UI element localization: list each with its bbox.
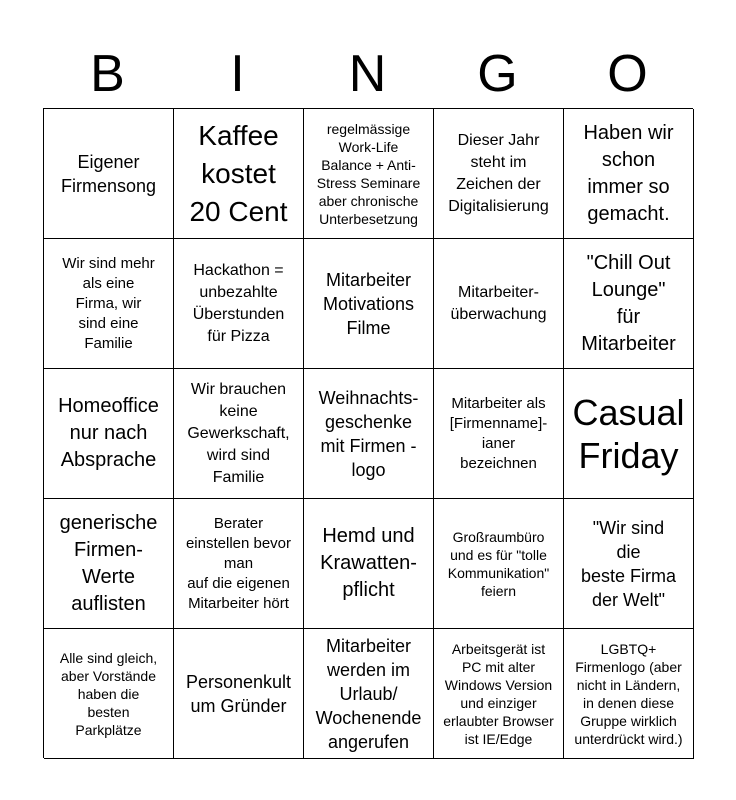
- bingo-cell[interactable]: [564, 499, 694, 629]
- bingo-cell-text: regelmässige Work-Life Balance + Anti- Stress Seminare aber chronische Unterbesetzung: [316, 120, 421, 227]
- bingo-cell[interactable]: [174, 109, 304, 239]
- bingo-cell[interactable]: [174, 499, 304, 629]
- bingo-cell-text: Casual Friday: [572, 391, 685, 476]
- bingo-cell-text: Dieser Jahr steht im Zeichen der Digitalisierung: [448, 131, 549, 215]
- bingo-cell-text: LGBTQ+ Firmenlogo (aber nicht in Ländern, in denen diese Gruppe wirklich unterdrückt wird.): [574, 640, 683, 747]
- bingo-cell-text: Großraumbüro und es für "tolle Kommunikation" feiern: [447, 528, 550, 599]
- bingo-cell[interactable]: [304, 629, 434, 759]
- bingo-cell[interactable]: [564, 109, 694, 239]
- bingo-cell-text: Mitarbeiter Motivations Filme: [322, 269, 415, 338]
- bingo-cell[interactable]: [434, 369, 564, 499]
- bingo-cell[interactable]: [174, 629, 304, 759]
- bingo-cell-text: Mitarbeiter- überwachung: [450, 283, 547, 323]
- bingo-cell-text: Kaffee kostet 20 Cent: [189, 119, 288, 227]
- bingo-cell-text: generische Firmen- Werte auflisten: [59, 511, 158, 615]
- bingo-cell-text: Hackathon = unbezahlte Überstunden für Pizza: [192, 261, 285, 345]
- header-letter-o: O: [607, 45, 649, 103]
- bingo-cell-text: Hemd und Krawatten- pflicht: [320, 525, 417, 601]
- bingo-cell[interactable]: [44, 109, 174, 239]
- bingo-cell-text: "Wir sind die beste Firma der Welt": [580, 517, 677, 610]
- bingo-cell[interactable]: [44, 369, 174, 499]
- bingo-cell-text: Wir sind mehr als eine Firma, wir sind eine Familie: [62, 254, 155, 352]
- bingo-cell[interactable]: [564, 629, 694, 759]
- bingo-cell-text: Haben wir schon immer so gemacht.: [583, 121, 674, 225]
- bingo-cell-text: Personenkult um Gründer: [185, 671, 292, 716]
- bingo-cell[interactable]: [44, 629, 174, 759]
- bingo-cell[interactable]: [174, 239, 304, 369]
- bingo-cell-text: Mitarbeiter als [Firmenname]- ianer bezeichnen: [449, 394, 548, 472]
- bingo-card-grid: [43, 108, 693, 758]
- bingo-cell-text: Mitarbeiter werden im Urlaub/ Wochenende angerufen: [315, 635, 422, 752]
- bingo-cell[interactable]: [434, 629, 564, 759]
- bingo-cell-text: Wir brauchen keine Gewerkschaft, wird sind Familie: [187, 380, 290, 486]
- bingo-cell[interactable]: [44, 499, 174, 629]
- bingo-cell-text: Berater einstellen bevor man auf die eigenen Mitarbeiter hört: [185, 514, 292, 612]
- bingo-cell[interactable]: [564, 239, 694, 369]
- bingo-cell-text: Alle sind gleich, aber Vorstände haben die besten Parkplätze: [59, 649, 158, 738]
- header-letter-g: G: [477, 45, 519, 103]
- bingo-cell-text: Weihnachts- geschenke mit Firmen - logo: [318, 387, 419, 480]
- bingo-cell[interactable]: [564, 369, 694, 499]
- bingo-cell[interactable]: [304, 369, 434, 499]
- bingo-cell[interactable]: [434, 239, 564, 369]
- bingo-cell[interactable]: [434, 109, 564, 239]
- header-letter-n: N: [348, 45, 388, 103]
- header-letter-b: B: [90, 45, 126, 103]
- bingo-cell[interactable]: [304, 109, 434, 239]
- bingo-cell-text: Eigener Firmensong: [60, 151, 157, 196]
- bingo-cell-text: "Chill Out Lounge" für Mitarbeiter: [581, 251, 676, 355]
- bingo-cell[interactable]: [304, 239, 434, 369]
- bingo-cell[interactable]: [434, 499, 564, 629]
- bingo-cell[interactable]: [44, 239, 174, 369]
- bingo-cell[interactable]: [304, 499, 434, 629]
- bingo-cell-text: Homeoffice nur nach Absprache: [58, 395, 159, 471]
- bingo-cell-text: Arbeitsgerät ist PC mit alter Windows Version und einziger erlaubter Browser ist IE/Edge: [443, 640, 554, 747]
- header-letter-i: I: [230, 45, 246, 103]
- bingo-header: [43, 40, 693, 108]
- bingo-cell[interactable]: [174, 369, 304, 499]
